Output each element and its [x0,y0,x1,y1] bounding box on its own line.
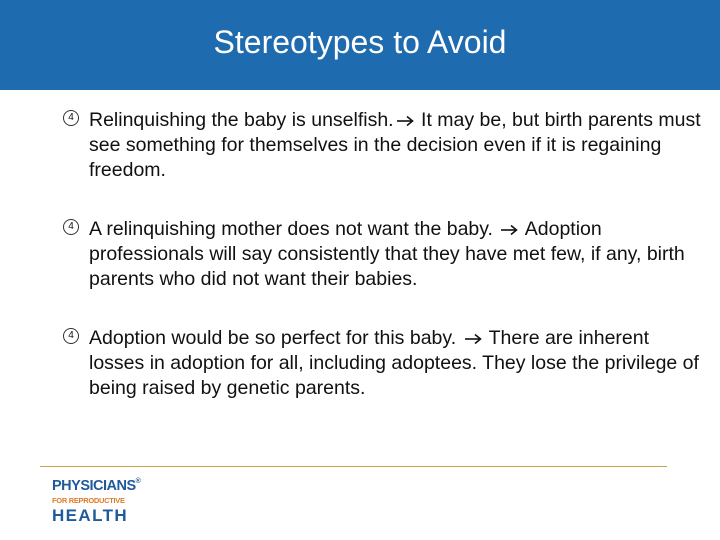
logo [52,478,142,530]
circled-number-icon: 4 [63,219,79,235]
bullet-item [63,326,703,401]
circled-number-icon: 4 [63,328,79,344]
registered-mark: ® [135,478,141,485]
bullet-response: It may be, but birth parents must see something for themselves in the decision even if it is regaining freedom. [89,109,701,181]
footer-divider [40,466,667,467]
slide-title: Stereotypes to Avoid [213,24,507,60]
logo-line-1: PHYSICIANS® [52,478,141,494]
right-arrow-icon [464,333,482,345]
bullet-response: There are inherent losses in adoption for all, including adoptees. They lose the privilege of being raised by genetic parents. [89,327,699,399]
bullet-item [63,217,703,292]
bullet-statement: Relinquishing the baby is unselfish. [89,109,394,131]
bullet-statement: Adoption would be so perfect for this baby. [89,327,462,349]
circled-number-icon: 4 [63,110,79,126]
bullet-item [63,108,703,183]
right-arrow-icon [396,115,414,127]
bullet-list [63,108,703,435]
right-arrow-icon [500,224,518,236]
bullet-response: Adoption professionals will say consistently that they have met few, if any, birth parents who did not want their babies. [89,218,685,290]
logo-line-3: HEALTH [52,506,129,525]
bullet-statement: A relinquishing mother does not want the baby. [89,218,499,240]
logo-line-2: FOR REPRODUCTIVE [52,496,125,505]
title-bar [0,0,720,90]
